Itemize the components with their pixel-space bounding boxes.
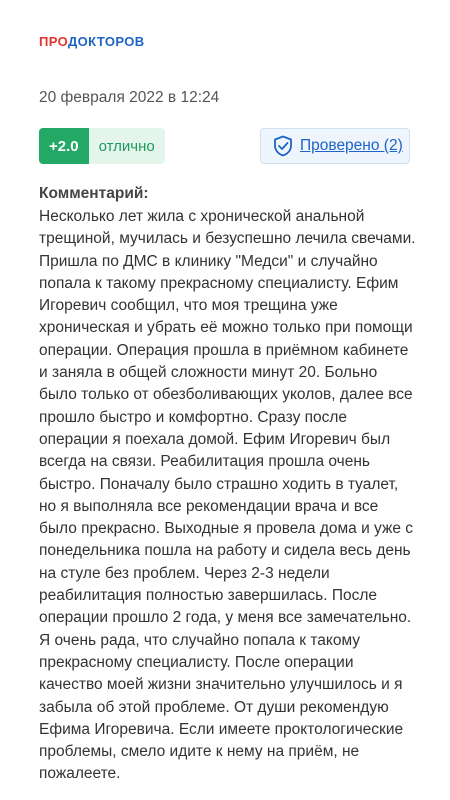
rating-badge: [39, 128, 165, 164]
shield-check-icon: [273, 135, 293, 157]
logo-part-doctorov: ДОКТОРОВ: [67, 34, 145, 49]
rating-word: отлично: [89, 128, 165, 164]
comment-text: Несколько лет жила с хронической анальной трещиной, мучилась и безуспешно лечила свечами. Пришла по ДМС в клинику "Медси" и случайно попала к такому прекрасному специалисту. Ефим Игоревич сообщил, что моя трещина уже хроническая и убрать её можно только при помощи операции. Операция прошла в приёмном кабинете и заняла в общей сложности минут 20. Больно было только от обезболивающих уколов, далее все прошло быстро и комфортно. Сразу после операции я поехала домой. Ефим Игоревич был всегда на связи. Реабилитация прошла очень быстро. Поначалу было страшно ходить в туалет, но я выполняла все рекомендации врача и все было прекрасно. Выходные я провела дома и уже с понедельника пошла на работу и сидела весь день на стуле без проблем. Через 2-3 недели реабилитация полностью завершилась. После операции прошло 2 года, у меня все замечательно. Я очень рада, что случайно попала к такому прекрасному специалисту. После операции качество моей жизни значительно улучшилось и я забыла об этой проблеме. От души рекомендую Ефима Игоревича. Если имеете проктологические проблемы, смело идите к нему на приём, не пожалеете.: [39, 208, 416, 783]
verified-link[interactable]: Проверено (2): [300, 137, 403, 154]
review-date: 20 февраля 2022 в 12:24: [39, 89, 220, 106]
rating-score: +2.0: [39, 128, 89, 164]
prodoctorov-logo[interactable]: [39, 34, 145, 50]
comment-label: Комментарий:: [39, 185, 149, 202]
verified-button[interactable]: [260, 128, 410, 164]
logo-part-pro: ПРО: [39, 34, 68, 49]
